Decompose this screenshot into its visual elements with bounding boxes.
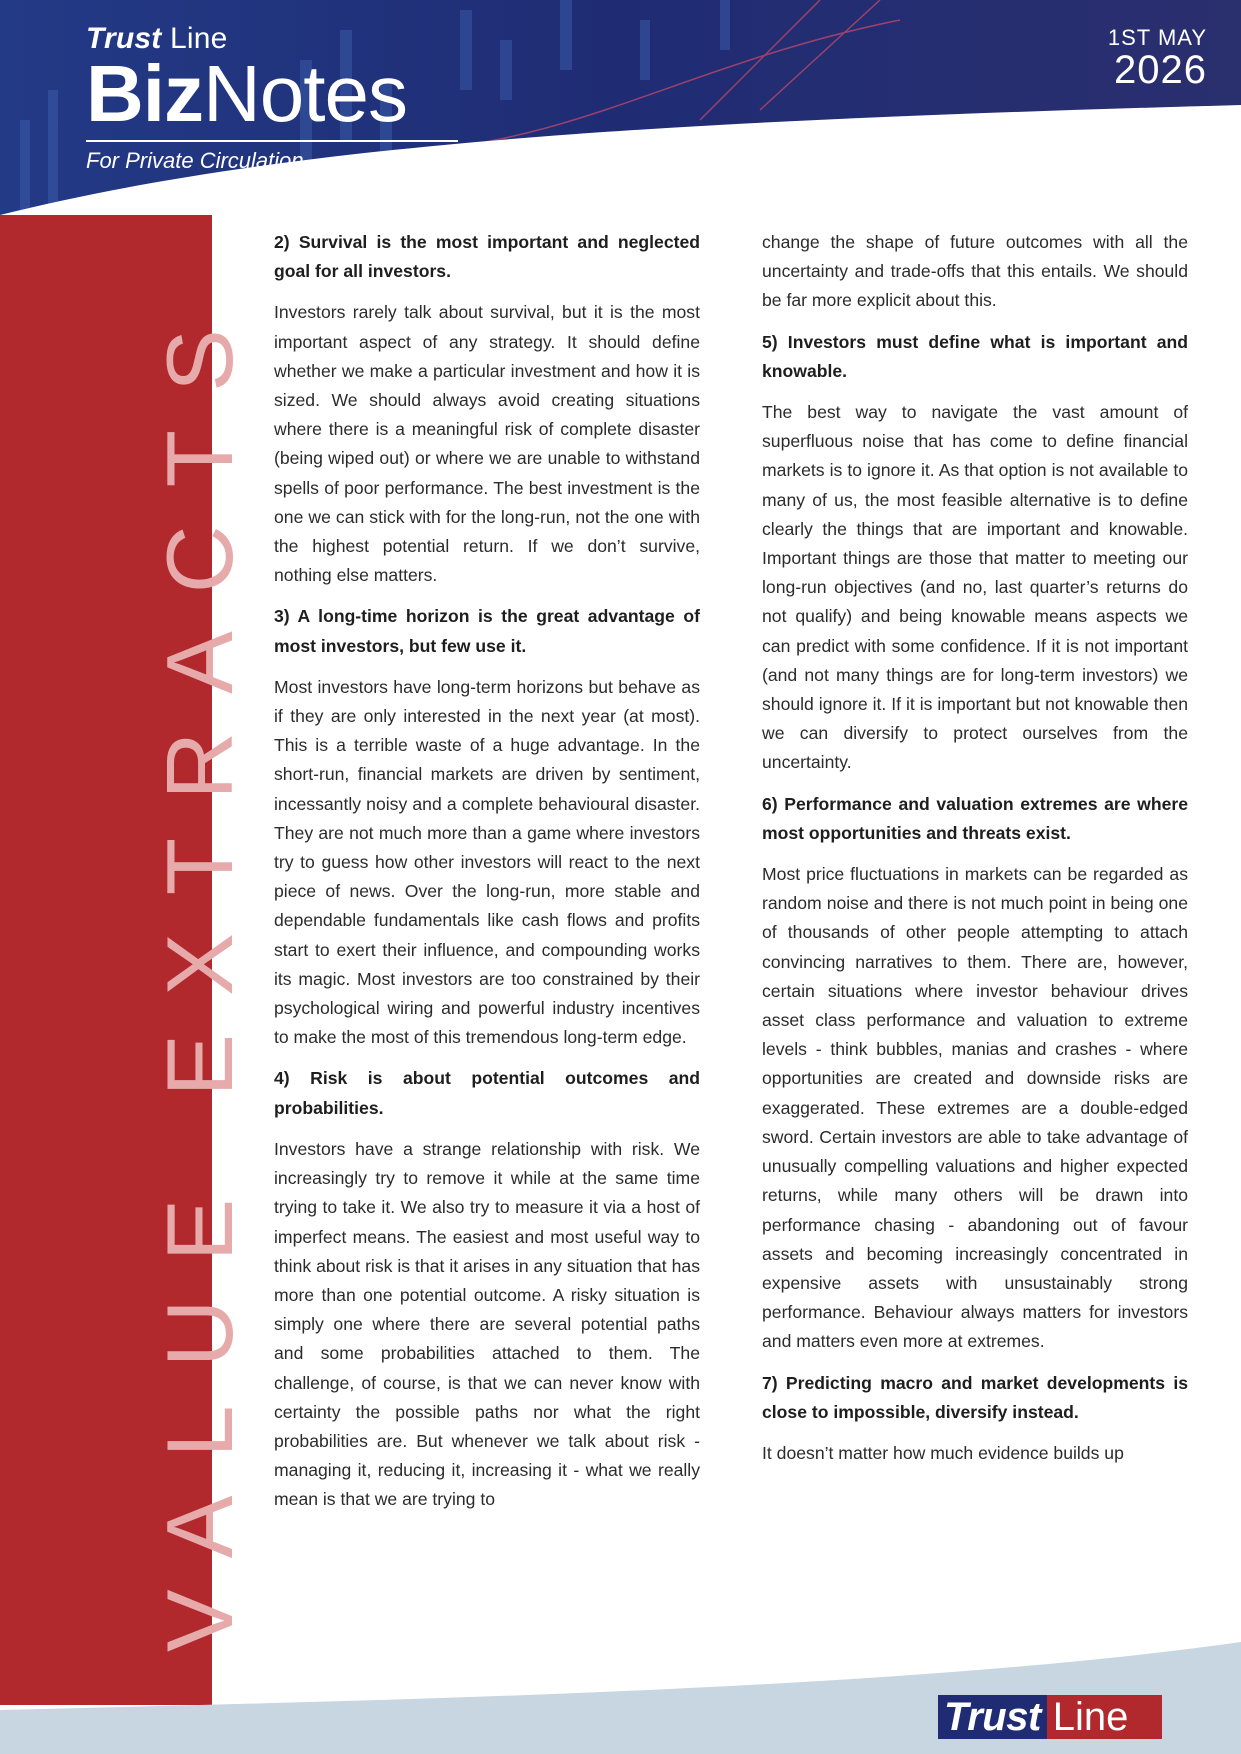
section-5-body: The best way to navigate the vast amount of superfluous noise that has come to define financial markets is to ignore it. As that option is not available to many of us, the most feasible alternative is to define clearly the things that are important and knowable. Important things are those that matter to meeting our long-run objectives (and no, last quarter’s returns do not qualify) and being knowable means aspects we can predict with some confidence. If it is not important (and not many things are for long-term investors) we should ignore it. If it is important but not knowable then we can diversify to protect ourselves from the uncertainty. — [762, 402, 1188, 773]
biznotes-logo — [86, 22, 458, 174]
section-7-body: It doesn’t matter how much evidence builds up — [762, 1442, 1124, 1463]
section-2-heading: 2) Survival is the most important and neglected goal for all investors. — [274, 232, 700, 282]
issue-date — [1108, 26, 1207, 90]
brand-biz: Biz — [86, 49, 203, 138]
circulation-subtitle: For Private Circulation — [86, 148, 304, 173]
trustline-footer-logo — [938, 1695, 1162, 1739]
section-label: VALUE EXTRACTS — [147, 291, 252, 1652]
footer-logo-trust: Trust — [938, 1695, 1047, 1739]
section-7-heading: 7) Predicting macro and market developments is close to impossible, diversify instead. — [762, 1372, 1188, 1422]
left-column — [274, 228, 700, 1527]
section-2-body: Investors rarely talk about survival, but it is the most important aspect of any strategy. It should define whether we make a particular investment and how it is sized. We should always avoid creating situations where there is a meaningful risk of complete disaster (being wiped out) or where we are unable to withstand spells of poor performance. The best investment is the one we can stick with for the long-run, not the one with the highest potential return. If we don’t survive, nothing else matters. — [274, 302, 700, 586]
brand-notes: Notes — [203, 49, 407, 138]
right-column — [762, 228, 1188, 1480]
brand-divider — [86, 140, 458, 142]
section-3-heading: 3) A long-time horizon is the great advantage of most investors, but few use it. — [274, 606, 700, 656]
section-6-heading: 6) Performance and valuation extremes are where most opportunities and threats exist. — [762, 793, 1188, 843]
section-5-heading: 5) Investors must define what is important and knowable. — [762, 331, 1188, 381]
section-4-continued: change the shape of future outcomes with all the uncertainty and trade-offs that this entails. We should be far more explicit about this. — [762, 232, 1188, 311]
issue-year: 2026 — [1114, 48, 1207, 92]
section-6-body: Most price fluctuations in markets can be regarded as random noise and there is not much point in being one of thousands of other people attempting to attach convincing narratives to them. There are, however, certain situations where investor behaviour drives asset class performance and valuation to extreme levels - think bubbles, manias and crashes - where opportunities are created and downside risks are exaggerated. These extremes are a double-edged sword. Certain investors are able to take advantage of unusually compelling valuations and higher expected returns, while many others will be drawn into performance chasing - abandoning out of favour assets and becoming increasingly concentrated in expensive assets with unsustainably strong performance. Behaviour always matters for investors and matters even more at extremes. — [762, 864, 1188, 1352]
brand-line: Line — [170, 22, 228, 55]
section-4-body: Investors have a strange relationship with risk. We increasingly try to remove it while at the same time trying to take it. We also try to measure it via a host of imperfect means. The easiest and most useful way to think about risk is that it arises in any situation that has more than one potential outcome. A risky situation is simply one where there are several potential paths and some probabilities attached to them. The challenge, of course, is that we can never know with certainty the possible paths nor what the right probabilities are. But whenever we talk about risk - managing it, reducing it, increasing it - what we really mean is that we are trying to — [274, 1138, 700, 1510]
section-3-body: Most investors have long-term horizons but behave as if they are only interested in the next year (at most). This is a terrible waste of a huge advantage. In the short-run, financial markets are driven by sentiment, incessantly noisy and a complete behavioural disaster. They are not much more than a game where investors try to guess how other investors will react to the next piece of news. Over the long-run, more stable and dependable fundamentals like cash flows and profits start to exert their influence, and compounding works its magic. Most investors are too constrained by their psychological wiring and powerful industry incentives to make the most of this tremendous long-term edge. — [274, 676, 700, 1048]
brand-trust: Trust — [86, 22, 162, 55]
footer-logo-line: Line — [1052, 1695, 1129, 1739]
biznotes-wordmark — [86, 49, 458, 138]
section-4-heading: 4) Risk is about potential outcomes and probabilities. — [274, 1068, 700, 1118]
issue-day: 1ST MAY — [1107, 25, 1207, 50]
